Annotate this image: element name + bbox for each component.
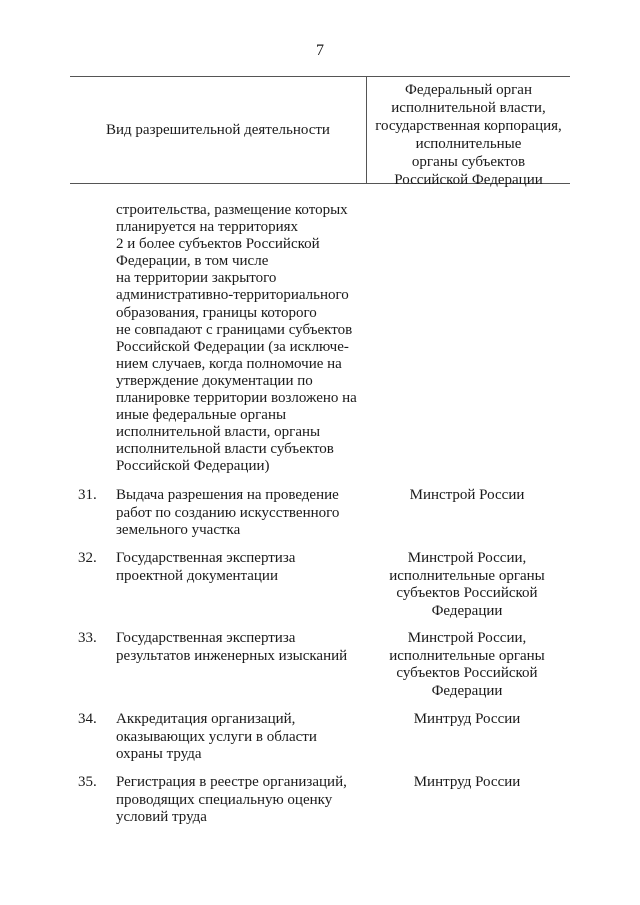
row-number: 31.	[78, 487, 97, 503]
row-number: 33.	[78, 630, 97, 646]
row-authority: Минстрой России	[409, 487, 525, 503]
page-number: 7	[316, 42, 324, 59]
row-authority: Минтруд России	[413, 711, 521, 727]
row-number: 35.	[78, 774, 97, 790]
row-number: 32.	[78, 550, 97, 566]
header-authority-column: Федеральный орган исполнительной власти, государственная корпорация, исполнительные органы субъектов Российской Федерации	[375, 82, 562, 188]
table-header	[70, 76, 570, 188]
row-number: 34.	[78, 711, 97, 727]
row-activity: Государственная экспертиза результатов инженерных изысканий	[116, 630, 348, 664]
header-activity-column: Вид разрешительной деятельности	[106, 121, 330, 138]
row-activity: Выдача разрешения на проведение работ по созданию искусственного земельного участка	[116, 487, 340, 538]
row-activity: Государственная экспертиза проектной документации	[116, 550, 296, 584]
row-authority: Минстрой России, исполнительные органы субъектов Российской Федерации	[389, 630, 545, 699]
row-activity: Регистрация в реестре организаций, проводящих специальную оценку условий труда	[116, 774, 347, 825]
row-activity: Аккредитация организаций, оказывающих услуги в области охраны труда	[116, 711, 317, 762]
row-authority: Минстрой России, исполнительные органы субъектов Российской Федерации	[389, 550, 545, 619]
row-authority: Минтруд России	[413, 774, 521, 790]
continued-activity-text: строительства, размещение которых планируется на территориях 2 и более субъектов Российской Федерации, в том числе на территории закрытого административно-территориального образования, границы которого не совпадают с границами субъектов Российской Федерации (за исключе- нием случаев, когда полномочие на утверждение документации по планировке территории возложено на иные федеральные органы исполнительной власти, органы исполнительной власти субъектов Российской Федерации)	[116, 202, 357, 475]
